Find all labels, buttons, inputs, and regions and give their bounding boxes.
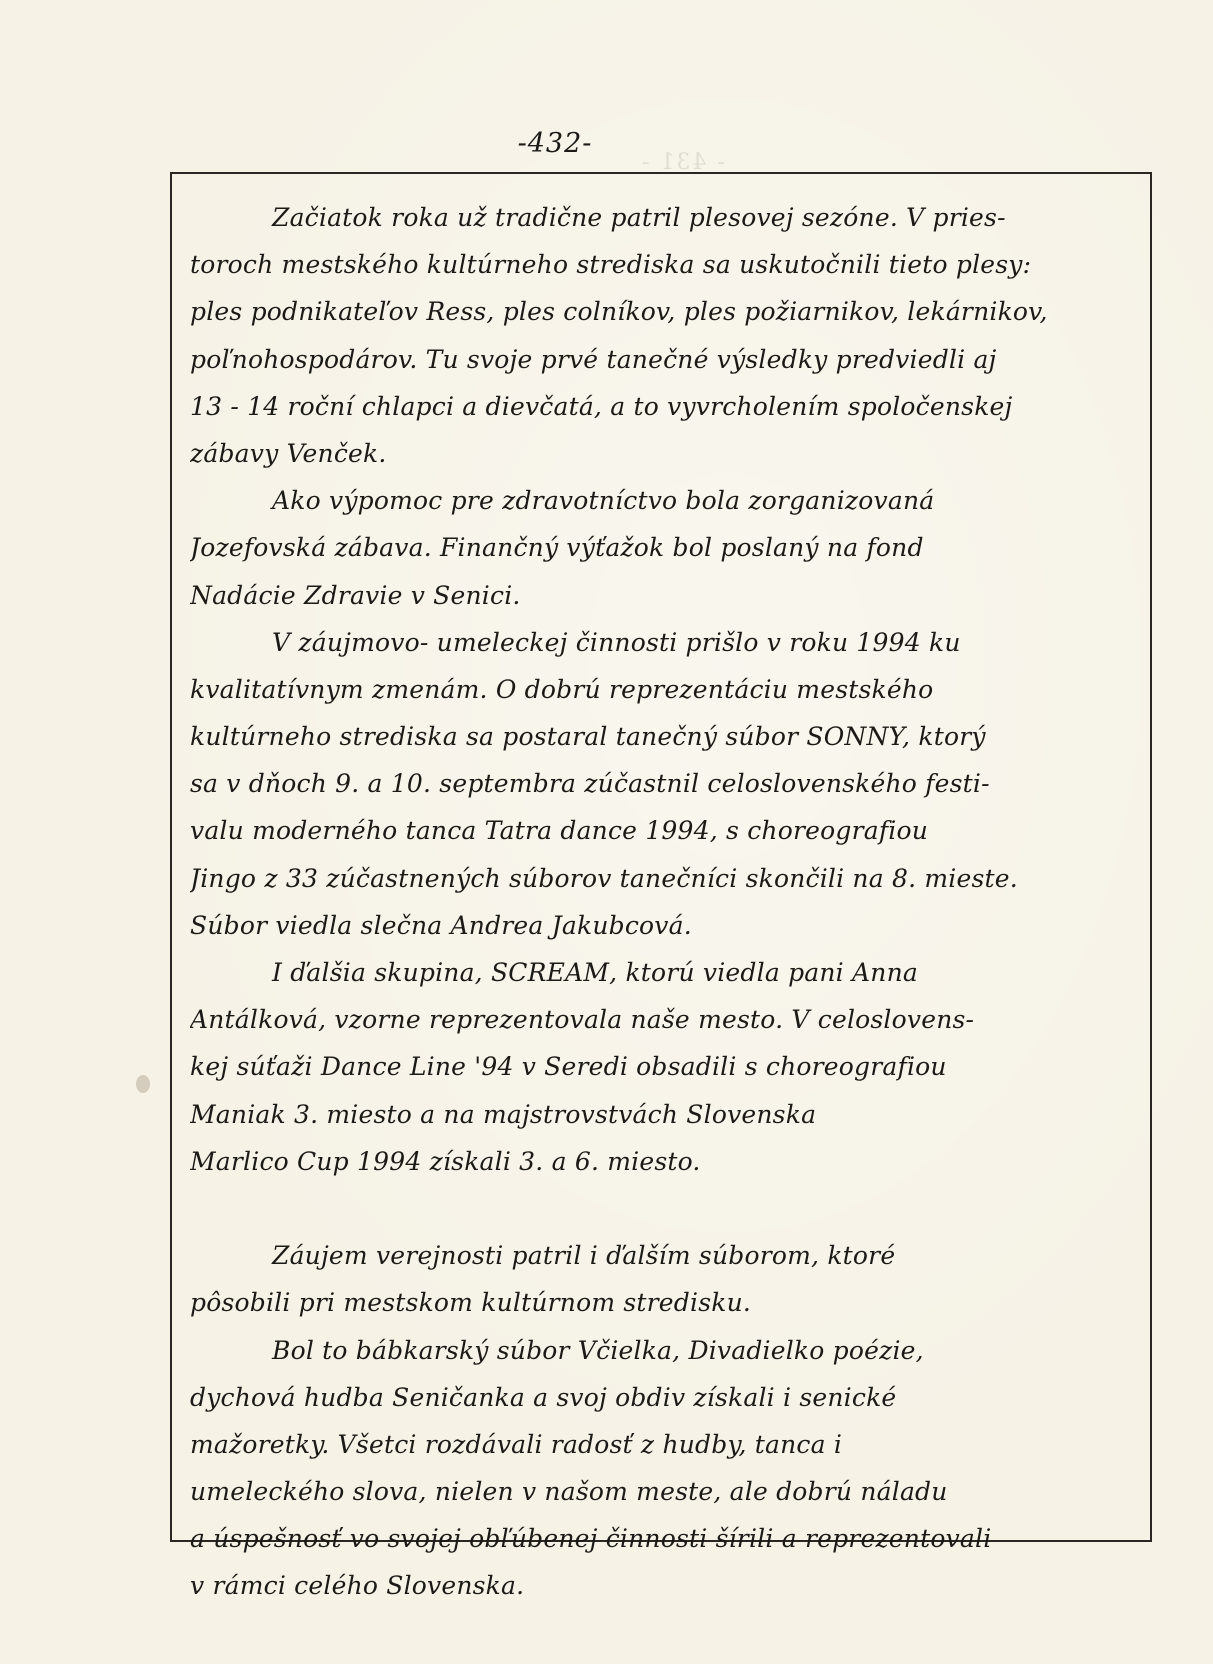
text-line: I ďalšia skupina, SCREAM, ktorú viedla pani Anna xyxy=(272,958,918,987)
text-line: Jingo z 33 zúčastnených súborov tanečníci skončili na 8. mieste. xyxy=(190,863,1018,893)
text-line: valu moderného tanca Tatra dance 1994, s choreografiou xyxy=(190,816,929,846)
text-line: ples podnikateľov Ress, ples colníkov, ples požiarnikov, lekárnikov, xyxy=(190,297,1048,327)
text-line: Marlico Cup 1994 získali 3. a 6. miesto. xyxy=(190,1146,701,1176)
text-line: sa v dňoch 9. a 10. septembra zúčastnil celoslovenského festi- xyxy=(190,769,990,799)
text-line: poľnohospodárov. Tu svoje prvé tanečné výsledky predviedli aj xyxy=(190,344,997,374)
text-line: v rámci celého Slovenska. xyxy=(190,1571,525,1601)
text-line: Maniak 3. miesto a na majstrovstvách Slovenska xyxy=(190,1099,817,1129)
text-frame xyxy=(170,172,1152,1601)
text-line: Záujem verejnosti patril i ďalším súborom, ktoré xyxy=(272,1241,896,1271)
text-line: dychová hudba Seničanka a svoj obdiv získali i senické xyxy=(190,1382,897,1412)
text-line: Antálková, vzorne reprezentovala naše mesto. V celoslovens- xyxy=(190,1005,975,1035)
bleed-through-text: - 431 - xyxy=(640,150,725,175)
text-line: Začiatok roka už tradične patril plesovej sezóne. V pries- xyxy=(272,203,1006,232)
text-line: mažoretky. Všetci rozdávali radosť z hudby, tanca i xyxy=(190,1429,843,1459)
text-line: Nadácie Zdravie v Senici. xyxy=(190,580,521,610)
page-number: -432- xyxy=(517,128,593,159)
text-line: a úspešnosť vo svojej obľúbenej činnosti šírili a reprezentovali xyxy=(190,1524,992,1554)
handwritten-text-block xyxy=(190,194,1136,1610)
text-line: V záujmovo- umeleckej činnosti prišlo v roku 1994 ku xyxy=(272,627,961,657)
text-line: kvalitatívnym zmenám. O dobrú reprezentáciu mestského xyxy=(190,674,934,704)
text-line: umeleckého slova, nielen v našom meste, ale dobrú náladu xyxy=(190,1477,948,1507)
text-line: 13 - 14 roční chlapci a dievčatá, a to vyvrcholením spoločenskej xyxy=(190,391,1013,421)
text-line: Súbor viedla slečna Andrea Jakubcová. xyxy=(190,910,692,940)
text-line: Bol to bábkarský súbor Včielka, Divadielko poézie, xyxy=(272,1335,924,1365)
text-line: toroch mestského kultúrneho strediska sa uskutočnili tieto plesy: xyxy=(190,250,1032,280)
text-line: kultúrneho strediska sa postaral tanečný súbor SONNY, ktorý xyxy=(190,722,986,752)
text-line: Jozefovská zábava. Finančný výťažok bol poslaný na fond xyxy=(190,533,924,563)
text-line: kej súťaži Dance Line '94 v Seredi obsadili s choreografiou xyxy=(190,1052,947,1082)
text-line: pôsobili pri mestskom kultúrnom stredisku. xyxy=(190,1288,752,1318)
paper-stain xyxy=(136,1075,150,1093)
blank-line xyxy=(190,1185,1136,1232)
text-line: zábavy Venček. xyxy=(190,438,387,468)
text-line: Ako výpomoc pre zdravotníctvo bola zorganizovaná xyxy=(272,486,935,516)
